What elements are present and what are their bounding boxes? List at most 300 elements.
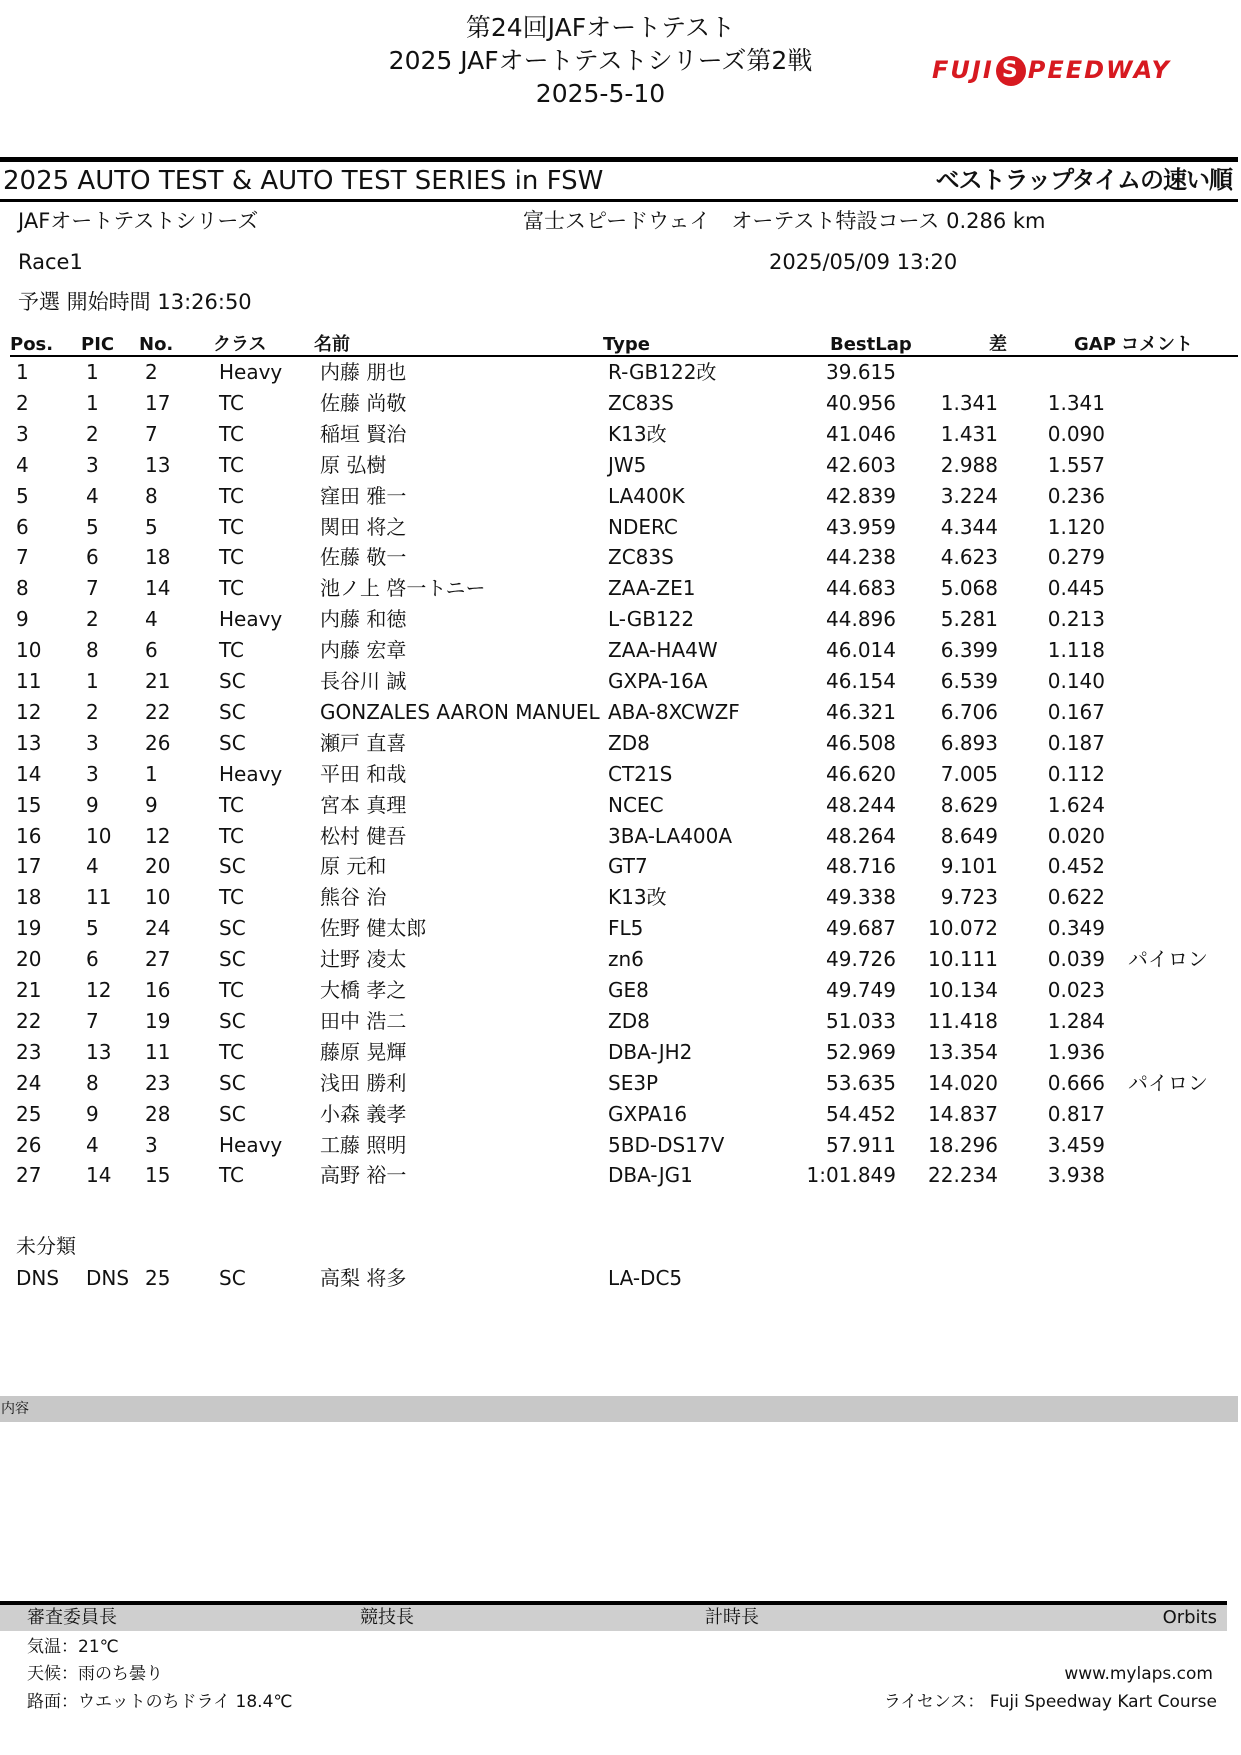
cell-gap: 3.459: [1047, 1132, 1105, 1157]
cell-pos: 14: [16, 761, 42, 786]
table-row: [0, 450, 1241, 481]
cell-no: 16: [145, 978, 171, 1002]
cell-pos: 16: [16, 823, 42, 848]
unclassified-label: 未分類: [16, 1234, 76, 1258]
cell-pos: 2: [16, 390, 29, 415]
col-class: クラス: [213, 334, 267, 355]
cell-gap: 0.039: [1047, 947, 1105, 972]
cell-no: 1: [145, 761, 158, 786]
cell-pic: 6: [86, 947, 99, 972]
cell-pic: 13: [86, 1039, 112, 1064]
cell-no: 18: [145, 545, 171, 570]
cell-diff: 10.134: [928, 978, 998, 1002]
cell-type: GT7: [608, 854, 648, 879]
cell-no: 3: [145, 1132, 158, 1157]
cell-bestlap: 52.969: [826, 1039, 896, 1064]
cell-name: 内藤 朋也: [320, 360, 407, 384]
cell-bestlap: 49.687: [826, 916, 896, 941]
cell-name: 池ノ上 啓一トニー: [320, 576, 486, 601]
cell-type: GE8: [608, 978, 649, 1002]
table-row: [0, 1099, 1241, 1130]
cell-class: SC: [219, 947, 246, 972]
cell-diff: 10.111: [928, 947, 998, 972]
title-band: [0, 163, 1238, 199]
col-gap: GAP: [1074, 334, 1116, 355]
cell-diff: 3.224: [940, 483, 998, 508]
cell-pos: 8: [16, 576, 29, 601]
cell-diff: 2.988: [940, 452, 998, 477]
cell-pic: 7: [86, 576, 99, 601]
cell-class: SC: [219, 1101, 246, 1126]
cell-diff: 4.623: [940, 545, 998, 570]
cell-bestlap: 48.716: [826, 854, 896, 879]
table-row: [0, 1160, 1241, 1191]
cell-class: SC: [219, 1008, 246, 1033]
cell-pic: 6: [86, 545, 99, 570]
series-name: JAFオートテストシリーズ: [18, 209, 259, 233]
cell-no: 2: [145, 360, 158, 384]
cell-diff: 14.020: [928, 1070, 998, 1095]
table-row: [0, 882, 1241, 913]
cell-class: TC: [219, 638, 245, 663]
cell-class: SC: [219, 1266, 246, 1290]
cell-type: R-GB122改: [608, 360, 717, 384]
cell-gap: 1.557: [1047, 452, 1105, 477]
cell-pos: 17: [16, 854, 42, 879]
cell-bestlap: 49.749: [826, 978, 896, 1002]
cell-no: 4: [145, 607, 158, 632]
cell-pic: 2: [86, 421, 99, 446]
cell-pic: 8: [86, 638, 99, 663]
cell-pos: 5: [16, 483, 29, 508]
cell-gap: 1.341: [1047, 390, 1105, 415]
cell-pos: 26: [16, 1132, 42, 1157]
cell-class: TC: [219, 483, 245, 508]
cell-pos: 15: [16, 792, 42, 817]
cell-name: 原 弘樹: [320, 452, 387, 477]
cell-name: 佐野 健太郎: [320, 916, 427, 941]
session-start: 予選 開始時間 13:26:50: [18, 290, 252, 314]
cell-pos: 6: [16, 514, 29, 539]
logo-s-mark: S: [996, 56, 1026, 86]
table-row: [0, 790, 1241, 821]
cell-name: 長谷川 誠: [320, 669, 407, 693]
cell-name: 藤原 晃輝: [320, 1039, 407, 1064]
cell-comment: パイロン: [1128, 1070, 1208, 1095]
cell-pos: 13: [16, 730, 42, 755]
cell-class: TC: [219, 823, 245, 848]
cell-name: 佐藤 敬一: [320, 545, 407, 570]
table-row: [0, 821, 1241, 852]
cell-type: NCEC: [608, 792, 664, 817]
cell-name: 高野 裕一: [320, 1163, 407, 1188]
cell-pic: 1: [86, 390, 99, 415]
cell-type: GXPA-16A: [608, 669, 708, 693]
cell-gap: 1.284: [1047, 1008, 1105, 1033]
cell-no: 14: [145, 576, 171, 601]
cell-diff: 18.296: [928, 1132, 998, 1157]
cell-type: JW5: [608, 452, 647, 477]
cell-no: 17: [145, 390, 171, 415]
cell-no: 19: [145, 1008, 171, 1033]
cell-pic: 9: [86, 792, 99, 817]
cell-class: SC: [219, 1070, 246, 1095]
cell-type: zn6: [608, 947, 644, 972]
cell-pos: 19: [16, 916, 42, 941]
cell-pic: 3: [86, 452, 99, 477]
cell-no: 7: [145, 421, 158, 446]
course-name: 富士スピードウェイ オーテスト特設コース 0.286 km: [523, 209, 1046, 233]
cell-diff: 22.234: [928, 1163, 998, 1188]
cell-pic: 3: [86, 730, 99, 755]
col-diff: 差: [989, 334, 1007, 355]
cell-gap: 1.624: [1047, 792, 1105, 817]
cell-class: TC: [219, 792, 245, 817]
cell-no: 10: [145, 885, 171, 910]
cell-name: 内藤 和徳: [320, 607, 407, 632]
cell-type: ZC83S: [608, 390, 674, 415]
cell-type: 5BD-DS17V: [608, 1132, 725, 1157]
cell-pic: 2: [86, 607, 99, 632]
cell-class: SC: [219, 916, 246, 941]
logo-text-right: PEEDWAY: [1027, 56, 1171, 84]
cell-pic: 9: [86, 1101, 99, 1126]
cell-pos: 27: [16, 1163, 42, 1188]
signature-band: [0, 1605, 1227, 1631]
cell-pos: 25: [16, 1101, 42, 1126]
cell-no: 27: [145, 947, 171, 972]
cell-class: TC: [219, 576, 245, 601]
cell-type: FL5: [608, 916, 644, 941]
cell-bestlap: 54.452: [826, 1101, 896, 1126]
cell-bestlap: 49.338: [826, 885, 896, 910]
cell-class: SC: [219, 669, 246, 693]
cell-class: TC: [219, 452, 245, 477]
cell-diff: 1.431: [940, 421, 998, 446]
cell-bestlap: 40.956: [826, 390, 896, 415]
cell-no: 23: [145, 1070, 171, 1095]
cell-diff: 6.539: [940, 669, 998, 693]
table-row: [0, 697, 1241, 728]
cell-no: 24: [145, 916, 171, 941]
chief-steward-label: 審査委員長: [27, 1607, 117, 1628]
cell-bestlap: 51.033: [826, 1008, 896, 1033]
cell-pos: 18: [16, 885, 42, 910]
cell-class: TC: [219, 545, 245, 570]
table-row: [0, 666, 1241, 697]
cell-bestlap: 41.046: [826, 421, 896, 446]
cell-gap: 1.120: [1047, 514, 1105, 539]
content-label: 内容: [1, 1401, 29, 1417]
cell-pic: 14: [86, 1163, 112, 1188]
cell-diff: 8.629: [940, 792, 998, 817]
cell-pos: 11: [16, 669, 42, 693]
timing-system: Orbits: [1162, 1607, 1217, 1628]
cell-pic: 3: [86, 761, 99, 786]
cell-bestlap: 49.726: [826, 947, 896, 972]
cell-class: Heavy: [219, 360, 283, 384]
cell-bestlap: 44.238: [826, 545, 896, 570]
main-title: 2025 AUTO TEST & AUTO TEST SERIES in FSW: [3, 166, 604, 196]
cell-type: LA400K: [608, 483, 685, 508]
cell-diff: 13.354: [928, 1039, 998, 1064]
cell-no: 11: [145, 1039, 171, 1064]
table-row: [0, 1006, 1241, 1037]
cell-pic: 11: [86, 885, 112, 910]
cell-name: 田中 浩二: [320, 1008, 407, 1033]
timekeeper-label: 計時長: [705, 1607, 759, 1628]
table-row: [0, 604, 1241, 635]
cell-class: Heavy: [219, 761, 283, 786]
cell-class: TC: [219, 885, 245, 910]
cell-gap: 0.452: [1047, 854, 1105, 879]
cell-name: 小森 義孝: [320, 1101, 407, 1126]
cell-gap: 3.938: [1047, 1163, 1105, 1188]
col-bestlap: BestLap: [830, 334, 912, 355]
cell-class: SC: [219, 699, 246, 724]
table-row: [0, 913, 1241, 944]
cell-type: LA-DC5: [608, 1266, 683, 1290]
cell-bestlap: 46.620: [826, 761, 896, 786]
table-row: [0, 481, 1241, 512]
cell-pic: 5: [86, 916, 99, 941]
cell-gap: 0.112: [1047, 761, 1105, 786]
cell-pos: 7: [16, 545, 29, 570]
cell-diff: 10.072: [928, 916, 998, 941]
table-row: [0, 851, 1241, 882]
table-row: [0, 759, 1241, 790]
cell-type: ZD8: [608, 1008, 650, 1033]
title-rule-top: [0, 157, 1238, 162]
website-link[interactable]: www.mylaps.com: [1064, 1664, 1213, 1684]
cell-gap: 1.936: [1047, 1039, 1105, 1064]
cell-class: SC: [219, 730, 246, 755]
weather: 天候：雨のち曇り: [27, 1664, 163, 1684]
cell-pos: 21: [16, 978, 42, 1002]
cell-name: 関田 将之: [320, 514, 407, 539]
cell-diff: 5.281: [940, 607, 998, 632]
table-row: [0, 635, 1241, 666]
cell-name: 原 元和: [320, 854, 387, 879]
cell-diff: 11.418: [928, 1008, 998, 1033]
cell-gap: 0.140: [1047, 669, 1105, 693]
cell-diff: 7.005: [940, 761, 998, 786]
cell-bestlap: 48.264: [826, 823, 896, 848]
table-row: [0, 388, 1241, 419]
cell-no: 12: [145, 823, 171, 848]
cell-class: Heavy: [219, 607, 283, 632]
cell-gap: 0.187: [1047, 730, 1105, 755]
cell-name: 稲垣 賢治: [320, 421, 407, 446]
cell-type: DBA-JH2: [608, 1039, 693, 1064]
cell-pic: 1: [86, 360, 99, 384]
cell-name: 宮本 真理: [320, 792, 407, 817]
cell-bestlap: 46.154: [826, 669, 896, 693]
cell-diff: 6.399: [940, 638, 998, 663]
cell-type: NDERC: [608, 514, 678, 539]
cell-diff: 14.837: [928, 1101, 998, 1126]
race-datetime: 2025/05/09 13:20: [769, 250, 958, 274]
table-row: [0, 542, 1241, 573]
table-row: [0, 1130, 1241, 1161]
cell-bestlap: 44.683: [826, 576, 896, 601]
cell-no: 26: [145, 730, 171, 755]
table-row: [0, 1037, 1241, 1068]
col-pic: PIC: [81, 334, 115, 355]
cell-gap: 1.118: [1047, 638, 1105, 663]
temperature: 気温：21℃: [27, 1637, 119, 1657]
table-row: [0, 573, 1241, 604]
cell-type: ZAA-HA4W: [608, 638, 718, 663]
cell-type: GXPA16: [608, 1101, 688, 1126]
cell-type: ABA-8XCWZF: [608, 699, 740, 724]
unclassified-row: [0, 1263, 1241, 1294]
cell-no: 13: [145, 452, 171, 477]
cell-diff: 1.341: [940, 390, 998, 415]
cell-bestlap: 1:01.849: [806, 1163, 896, 1188]
cell-bestlap: 46.321: [826, 699, 896, 724]
cell-gap: 0.666: [1047, 1070, 1105, 1095]
table-row: [0, 975, 1241, 1006]
cell-class: TC: [219, 514, 245, 539]
cell-bestlap: 42.603: [826, 452, 896, 477]
cell-name: 工藤 照明: [320, 1132, 407, 1157]
content-band: [0, 1396, 1238, 1422]
cell-class: TC: [219, 1163, 245, 1188]
event-date: 2025-5-10: [535, 79, 666, 108]
cell-no: 9: [145, 792, 158, 817]
fuji-speedway-logo: [932, 56, 1227, 92]
cell-type: ZAA-ZE1: [608, 576, 696, 601]
cell-bestlap: 39.615: [826, 360, 896, 384]
cell-name: 内藤 宏章: [320, 638, 407, 663]
series-title: 2025 JAFオートテストシリーズ第2戦: [388, 46, 813, 75]
cell-bestlap: 44.896: [826, 607, 896, 632]
cell-pic: 5: [86, 514, 99, 539]
cell-pos: 22: [16, 1008, 42, 1033]
cell-type: DBA-JG1: [608, 1163, 693, 1188]
cell-gap: 0.622: [1047, 885, 1105, 910]
logo-text-left: FUJI: [932, 56, 994, 84]
cell-type: ZD8: [608, 730, 650, 755]
cell-class: Heavy: [219, 1132, 283, 1157]
cell-name: GONZALES AARON MANUEL: [320, 699, 600, 724]
cell-name: 窪田 雅一: [320, 483, 407, 508]
cell-pos: DNS: [16, 1266, 60, 1290]
cell-bestlap: 43.959: [826, 514, 896, 539]
cell-class: TC: [219, 421, 245, 446]
cell-pic: DNS: [86, 1266, 130, 1290]
cell-name: 佐藤 尚敬: [320, 390, 407, 415]
cell-gap: 0.167: [1047, 699, 1105, 724]
cell-pos: 4: [16, 452, 29, 477]
cell-type: 3BA-LA400A: [608, 823, 733, 848]
cell-name: 浅田 勝利: [320, 1070, 407, 1095]
cell-pic: 2: [86, 699, 99, 724]
cell-pos: 24: [16, 1070, 42, 1095]
cell-diff: 4.344: [940, 514, 998, 539]
event-title: 第24回JAFオートテスト: [465, 13, 736, 42]
cell-pic: 7: [86, 1008, 99, 1033]
cell-diff: 5.068: [940, 576, 998, 601]
track-condition: 路面：ウエットのちドライ 18.4℃: [27, 1692, 293, 1712]
cell-type: L-GB122: [608, 607, 695, 632]
cell-type: ZC83S: [608, 545, 674, 570]
cell-gap: 0.213: [1047, 607, 1105, 632]
cell-bestlap: 53.635: [826, 1070, 896, 1095]
cell-class: SC: [219, 854, 246, 879]
race-name: Race1: [18, 250, 83, 274]
cell-no: 22: [145, 699, 171, 724]
cell-no: 25: [145, 1266, 171, 1290]
table-row: [0, 357, 1241, 388]
cell-class: TC: [219, 1039, 245, 1064]
cell-no: 8: [145, 483, 158, 508]
clerk-of-course-label: 競技長: [360, 1607, 414, 1628]
col-no: No.: [139, 334, 174, 355]
table-row: [0, 728, 1241, 759]
cell-name: 松村 健吾: [320, 823, 407, 848]
cell-bestlap: 57.911: [826, 1132, 896, 1157]
col-pos: Pos.: [10, 334, 54, 355]
cell-type: CT21S: [608, 761, 673, 786]
cell-pic: 4: [86, 1132, 99, 1157]
cell-no: 28: [145, 1101, 171, 1126]
cell-gap: 0.349: [1047, 916, 1105, 941]
sort-order-title: ベストラップタイムの速い順: [935, 166, 1232, 194]
cell-no: 20: [145, 854, 171, 879]
cell-gap: 0.817: [1047, 1101, 1105, 1126]
cell-no: 6: [145, 638, 158, 663]
cell-name: 辻野 凌太: [320, 947, 407, 972]
cell-bestlap: 42.839: [826, 483, 896, 508]
cell-type: K13改: [608, 885, 667, 910]
cell-pos: 23: [16, 1039, 42, 1064]
cell-no: 5: [145, 514, 158, 539]
table-row: [0, 944, 1241, 975]
cell-type: K13改: [608, 421, 667, 446]
cell-name: 熊谷 治: [320, 885, 387, 910]
cell-pos: 10: [16, 638, 42, 663]
cell-pic: 4: [86, 483, 99, 508]
cell-diff: 9.723: [940, 885, 998, 910]
cell-pic: 1: [86, 669, 99, 693]
cell-name: 瀬戸 直喜: [320, 730, 407, 755]
cell-bestlap: 46.508: [826, 730, 896, 755]
cell-bestlap: 48.244: [826, 792, 896, 817]
col-type: Type: [603, 334, 650, 355]
cell-diff: 6.893: [940, 730, 998, 755]
cell-gap: 0.023: [1047, 978, 1105, 1002]
cell-diff: 6.706: [940, 699, 998, 724]
cell-class: TC: [219, 390, 245, 415]
table-row: [0, 512, 1241, 543]
cell-pic: 12: [86, 978, 112, 1002]
cell-gap: 0.020: [1047, 823, 1105, 848]
cell-pos: 1: [16, 360, 29, 384]
cell-bestlap: 46.014: [826, 638, 896, 663]
cell-gap: 0.236: [1047, 483, 1105, 508]
table-row: [0, 419, 1241, 450]
cell-gap: 0.090: [1047, 421, 1105, 446]
cell-type: SE3P: [608, 1070, 659, 1095]
cell-gap: 0.445: [1047, 576, 1105, 601]
cell-name: 平田 和哉: [320, 761, 407, 786]
cell-pic: 4: [86, 854, 99, 879]
col-comment: コメント: [1121, 334, 1193, 355]
cell-comment: パイロン: [1128, 947, 1208, 972]
cell-no: 15: [145, 1163, 171, 1188]
